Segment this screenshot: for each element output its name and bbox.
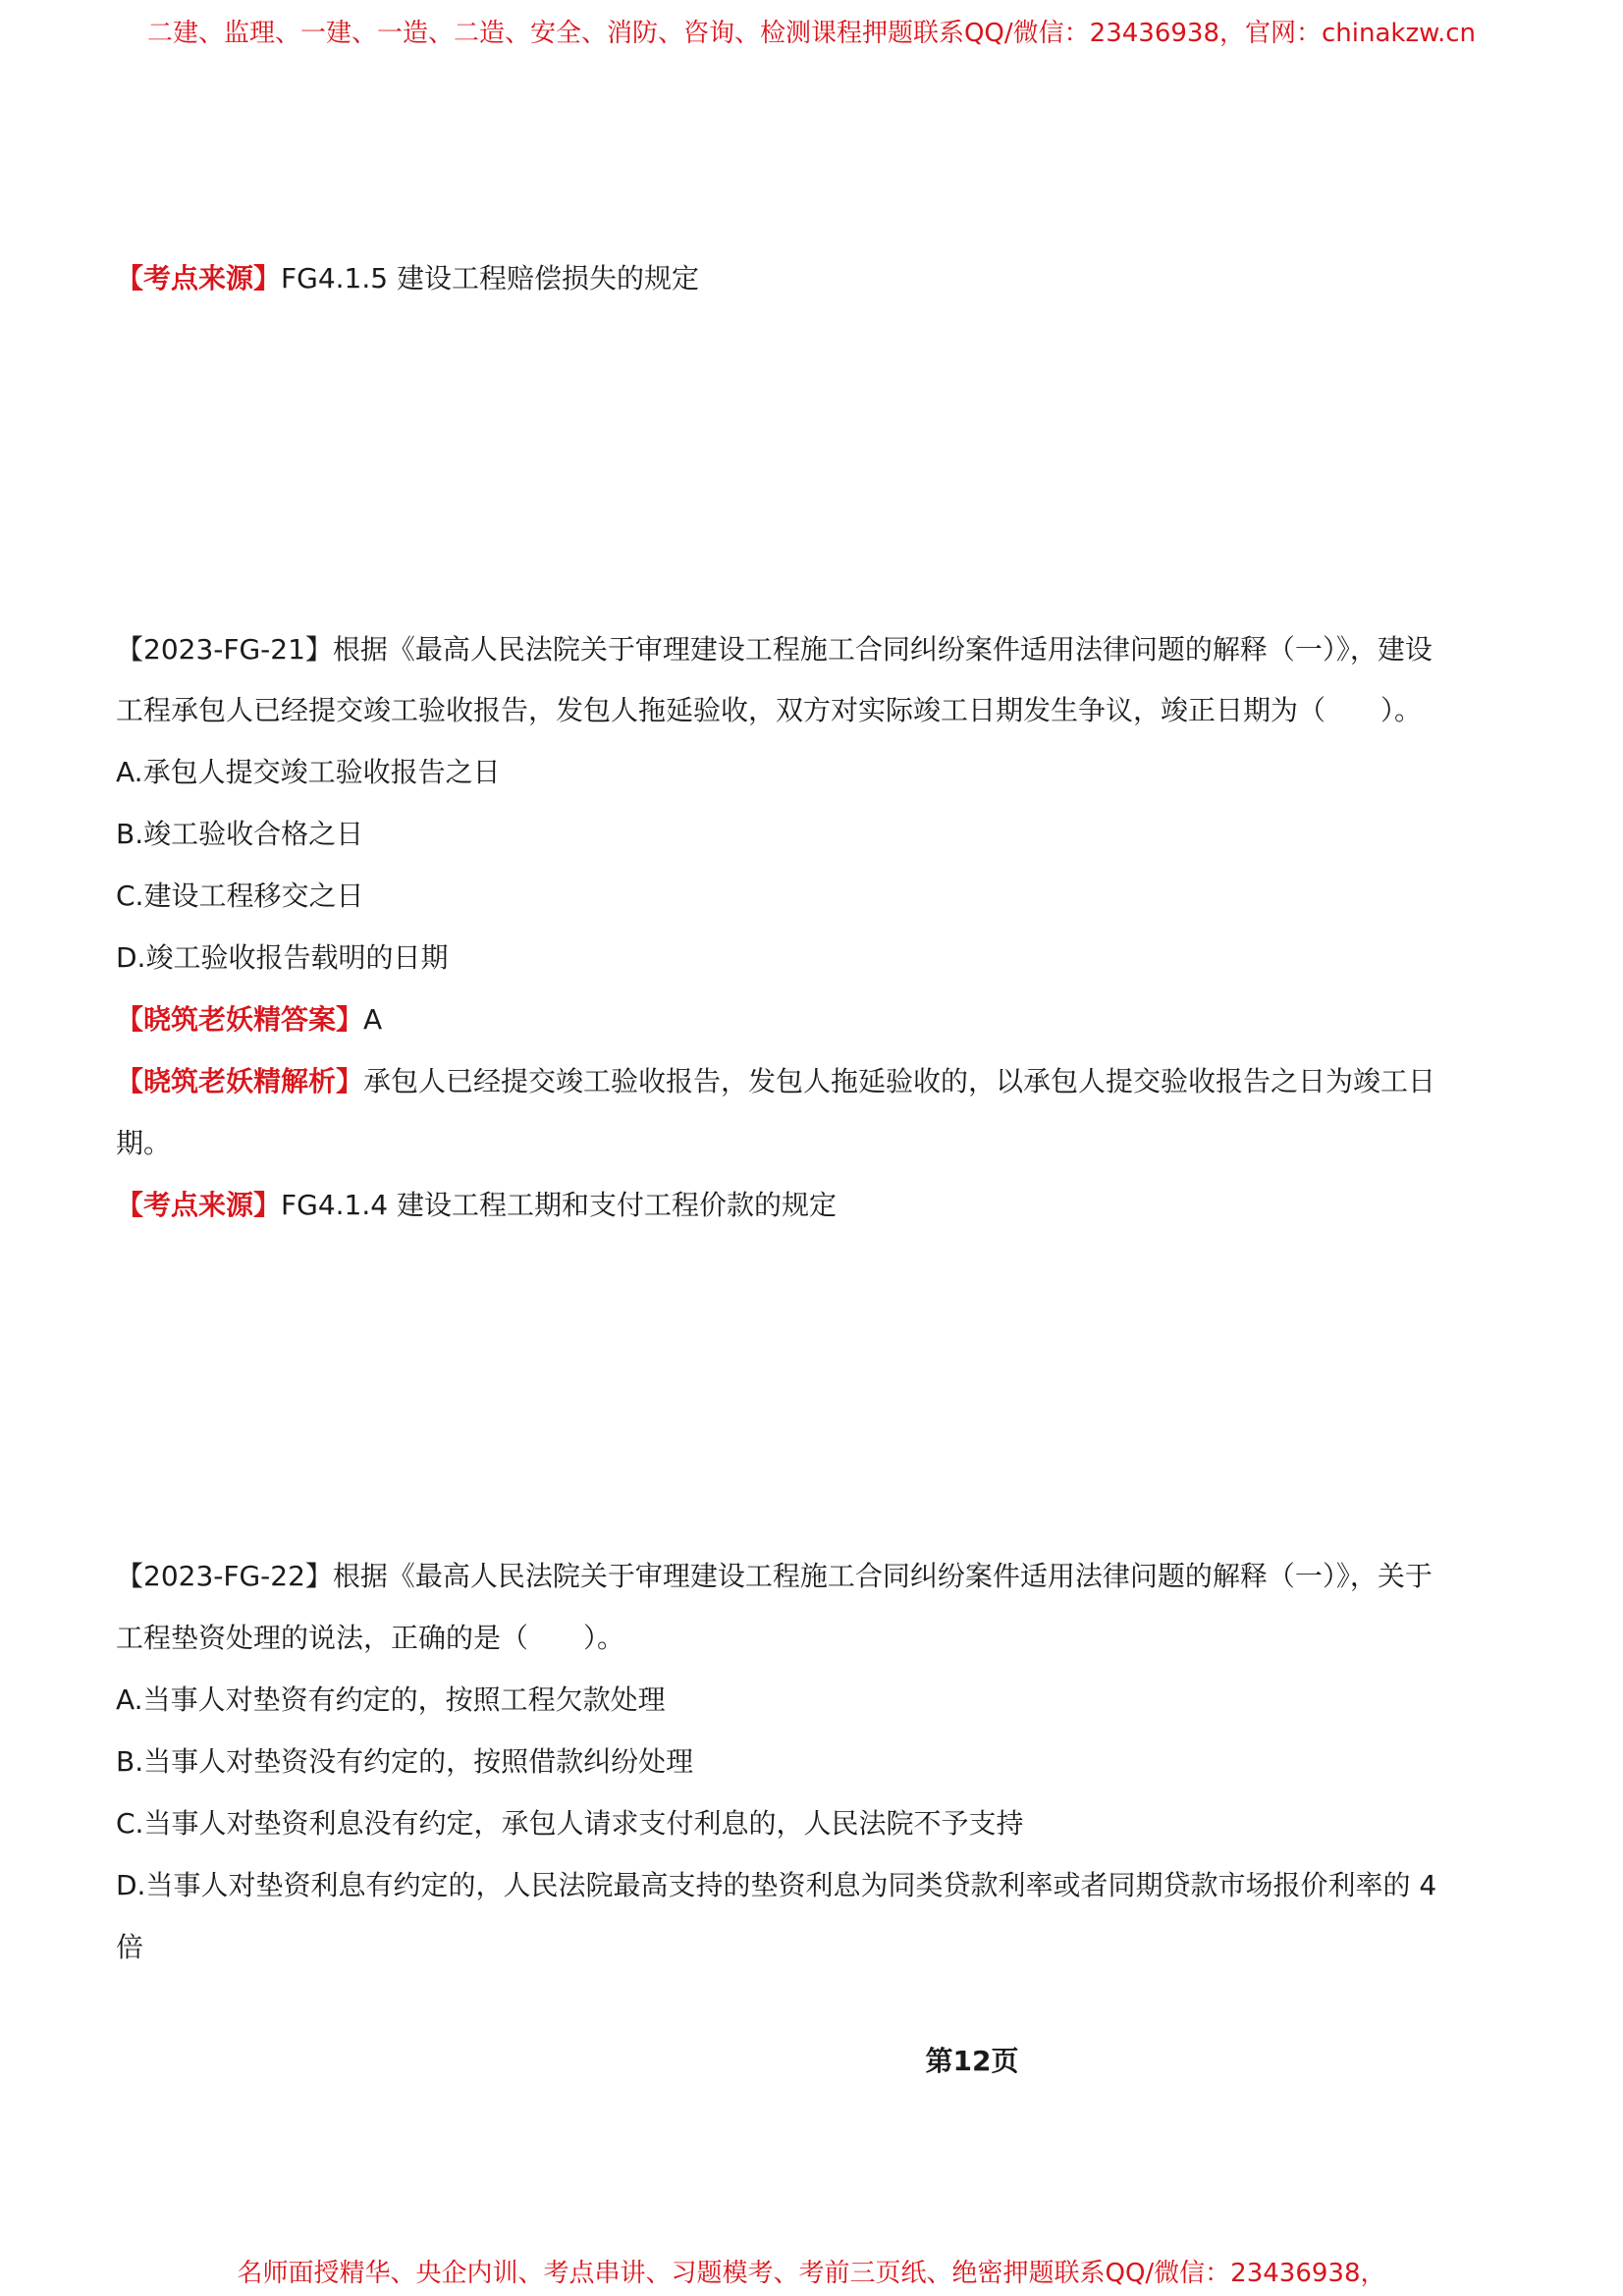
source-text: FG4.1.5 建设工程赔偿损失的规定 [281,262,699,294]
analysis-text: 承包人已经提交竣工验收报告，发包人拖延验收的，以承包人提交验收报告之日为竣工日 [363,1065,1436,1097]
q21-option-a: A.承包人提交竣工验收报告之日 [116,756,501,788]
q21-answer-line [116,1000,1510,1040]
q21-stem-line-2: 工程承包人已经提交竣工验收报告，发包人拖延验收，双方对实际竣工日期发生争议，竣正日期为（ ）。 [116,694,1423,726]
q21-source-line [116,1186,1510,1225]
answer-text: A [363,1003,383,1036]
q22-option-c: C.当事人对垫资利息没有约定，承包人请求支付利息的，人民法院不予支持 [116,1807,1024,1840]
header-contact-banner: 二建、监理、一建、一造、二造、安全、消防、咨询、检测课程押题联系QQ/微信：23436938，官网：chinakzw.cn [146,19,1477,48]
q21-option-c: C.建设工程移交之日 [116,880,364,912]
q21-option-d: D.竣工验收报告载明的日期 [116,941,449,974]
q21-option-b: B.竣工验收合格之日 [116,818,364,850]
q21-stem-line-1: 【2023-FG-21】根据《最高人民法院关于审理建设工程施工合同纠纷案件适用法律问题的解释（一）》，建设 [116,633,1433,666]
prev-source-line [116,259,1510,298]
q21-analysis-line-1 [116,1062,1510,1101]
q22-option-d-continued: 倍 [116,1931,144,1963]
source-text: FG4.1.4 建设工程工期和支付工程价款的规定 [281,1189,837,1221]
q22-option-d: D.当事人对垫资利息有约定的，人民法院最高支持的垫资利息为同类贷款利率或者同期贷款市场报价利率的 4 [116,1869,1437,1901]
source-tag: 【考点来源】 [116,1189,282,1221]
q22-stem-line-2: 工程垫资处理的说法，正确的是（ ）。 [116,1622,625,1654]
analysis-tag: 【晓筑老妖精解析】 [116,1065,364,1097]
page-number: 第12页 [925,2045,1019,2077]
footer-contact-banner: 名师面授精华、央企内训、考点串讲、习题模考、考前三页纸、绝密押题联系QQ/微信：23436938， [237,2259,1386,2288]
q21-analysis-line-2: 期。 [116,1127,172,1159]
q22-option-a: A.当事人对垫资有约定的，按照工程欠款处理 [116,1683,666,1716]
answer-tag: 【晓筑老妖精答案】 [116,1003,364,1036]
q22-option-b: B.当事人对垫资没有约定的，按照借款纠纷处理 [116,1745,694,1778]
q22-stem-line-1: 【2023-FG-22】根据《最高人民法院关于审理建设工程施工合同纠纷案件适用法律问题的解释（一）》，关于 [116,1560,1433,1592]
source-tag: 【考点来源】 [116,262,282,294]
